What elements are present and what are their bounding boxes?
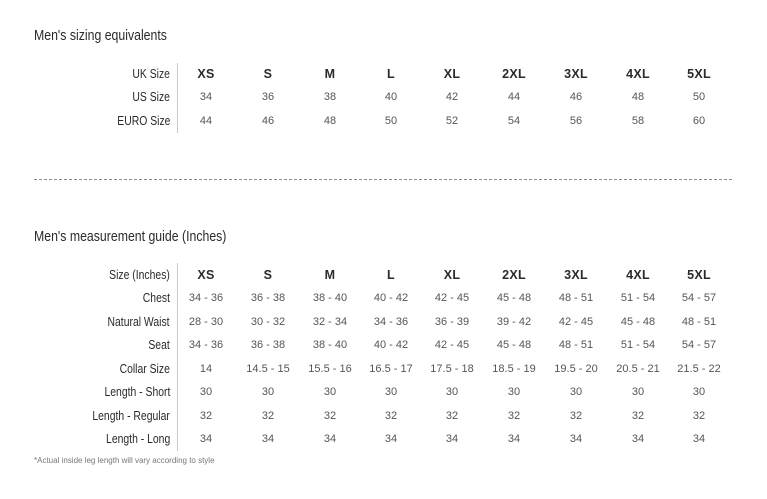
table-cell: 34 [507,433,521,445]
table-cell: 34 [323,433,337,445]
table-cell: 34 - 36 [188,292,224,304]
table-cell: 42 [445,91,459,103]
table-cell: 51 - 54 [620,339,656,351]
table-cell: 14.5 - 15 [246,362,290,375]
table-cell: 32 [631,409,645,422]
table-cell: 52 [445,115,459,127]
table-cell: 48 - 51 [681,315,717,328]
size-header-cell: 3XL [564,268,588,282]
size-header-cell: L [387,268,395,282]
size-header-cell: 4XL [626,268,650,282]
table-cell: 16.5 - 17 [369,362,413,375]
table-cell: 44 [199,115,213,127]
table-cell: 45 - 48 [620,315,656,328]
table-cell: 30 [323,386,337,398]
sizing-title: Men's sizing equivalents [34,27,167,44]
table-cell: 58 [631,115,645,127]
row-label: US Size [132,89,170,104]
table-cell: 40 - 42 [373,292,409,304]
size-header-cell: 3XL [564,67,588,81]
table-cell: 32 [199,409,213,422]
table-cell: 32 [445,409,459,422]
table-cell: 34 [384,433,398,445]
row-label: Collar Size [119,360,170,376]
size-header-cell: XS [197,67,215,81]
table-cell: 30 [631,386,645,398]
table-cell: 30 [692,386,706,398]
table-cell: 34 [199,433,213,445]
table-cell: 19.5 - 20 [554,362,598,375]
footnote: *Actual inside leg length will vary according to style [34,456,215,465]
table-cell: 54 [507,115,521,127]
table-cell: 15.5 - 16 [308,362,352,375]
table-cell: 34 [445,433,459,445]
size-header-cell: M [324,268,336,282]
table-cell: 45 - 48 [496,292,532,304]
table-cell: 32 [569,409,583,422]
table-cell: 18.5 - 19 [492,362,536,375]
table-cell: 45 - 48 [496,339,532,351]
table-cell: 44 [507,91,521,103]
table-cell: 42 - 45 [434,292,470,304]
row-label: Chest [142,290,170,305]
size-header-cell: 2XL [502,268,526,282]
table-cell: 48 - 51 [558,339,594,351]
size-header-cell: 5XL [687,268,711,282]
row-label: Natural Waist [107,313,170,329]
table-cell: 50 [384,115,398,127]
table-cell: 36 - 39 [434,315,470,328]
table-cell: 56 [569,115,583,127]
table-cell: 36 - 38 [250,292,286,304]
table-cell: 34 [569,433,583,445]
size-header-cell: XL [443,268,461,282]
table-cell: 32 [507,409,521,422]
table-cell: 54 - 57 [681,339,717,351]
size-header-cell: 2XL [502,67,526,81]
row-label: Length - Regular [92,407,170,423]
table-cell: 30 [199,386,213,398]
table-cell: 30 [507,386,521,398]
table-cell: 46 [569,91,583,103]
table-cell: 30 - 32 [250,315,286,328]
size-header-cell: XL [443,67,461,81]
table-cell: 38 [323,91,337,103]
table-cell: 40 - 42 [373,339,409,351]
header-row-label: Size (Inches) [109,267,170,282]
table-cell: 30 [445,386,459,398]
table-cell: 46 [261,115,275,127]
table-cell: 32 - 34 [312,315,348,328]
table-cell: 60 [692,115,706,127]
table-cell: 32 [323,409,337,422]
size-header-cell: S [263,67,273,81]
row-label: Seat [148,337,170,352]
section-divider [34,179,732,180]
size-header-cell: S [263,268,273,282]
table-cell: 32 [261,409,275,422]
table-cell: 30 [569,386,583,398]
measurement-table-divider-line [177,263,178,451]
table-cell: 40 [384,91,398,103]
table-cell: 48 [631,91,645,103]
sizing-table-divider-line [177,63,178,133]
size-header-cell: L [387,67,395,81]
row-label: Length - Long [105,431,170,446]
table-cell: 42 - 45 [434,339,470,351]
size-header-cell: M [324,67,336,81]
table-cell: 32 [384,409,398,422]
table-cell: 50 [692,91,706,103]
table-cell: 30 [261,386,275,398]
table-cell: 30 [384,386,398,398]
table-cell: 20.5 - 21 [616,362,660,375]
size-header-cell: 4XL [626,67,650,81]
row-label: Length - Short [104,384,170,399]
table-cell: 28 - 30 [188,315,224,328]
table-cell: 48 [323,115,337,127]
header-row-label: UK Size [132,66,170,81]
row-label: EURO Size [116,113,170,128]
table-cell: 36 - 38 [250,339,286,351]
table-cell: 36 [261,91,275,103]
table-cell: 42 - 45 [558,315,594,328]
table-cell: 48 - 51 [558,292,594,304]
table-cell: 34 - 36 [188,339,224,351]
table-cell: 17.5 - 18 [430,362,474,375]
table-cell: 51 - 54 [620,292,656,304]
table-cell: 34 [631,433,645,445]
table-cell: 54 - 57 [681,292,717,304]
table-cell: 34 [199,91,213,103]
table-cell: 38 - 40 [312,339,348,351]
table-cell: 32 [692,409,706,422]
size-header-cell: XS [197,268,215,282]
table-cell: 38 - 40 [312,292,348,304]
table-cell: 39 - 42 [496,315,532,328]
table-cell: 34 [692,433,706,445]
size-header-cell: 5XL [687,67,711,81]
table-cell: 34 [261,433,275,445]
table-cell: 14 [199,362,213,375]
measurement-title: Men's measurement guide (Inches) [34,228,227,245]
table-cell: 21.5 - 22 [677,362,721,375]
table-cell: 34 - 36 [373,315,409,328]
